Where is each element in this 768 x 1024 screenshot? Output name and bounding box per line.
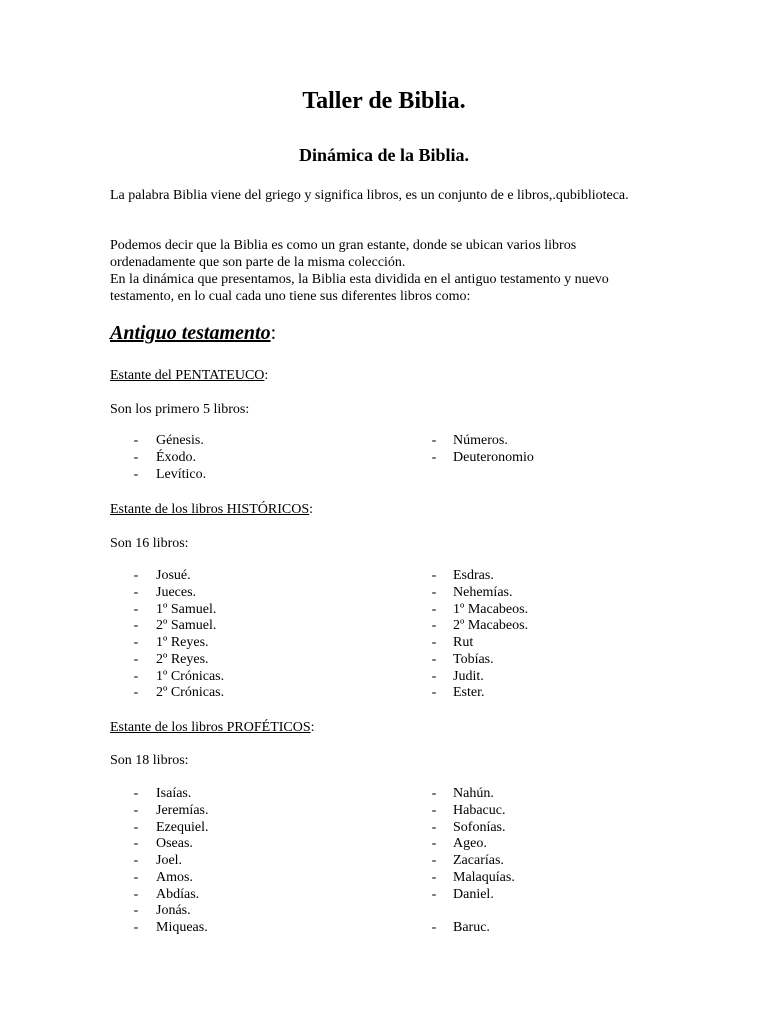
book-list-item: [0, 585, 768, 602]
profeticos-label-colon: :: [310, 720, 315, 735]
book-list-item: [0, 803, 768, 820]
book-name: Malaquías.: [453, 869, 515, 885]
book-list-item: [0, 853, 768, 870]
book-list-item: [0, 433, 768, 450]
bullet-dash: -: [431, 886, 437, 902]
book-list-item: [0, 887, 768, 904]
book-name: 2º Reyes.: [156, 651, 209, 667]
pentateuco-list-right: [0, 433, 768, 467]
bullet-dash: -: [133, 433, 139, 448]
book-name: Jonás.: [156, 903, 191, 919]
bullet-dash: -: [133, 668, 139, 684]
bullet-dash: -: [133, 635, 139, 650]
book-name: 2º Crónicas.: [156, 685, 225, 701]
bullet-dash: -: [133, 685, 139, 701]
bullet-dash: -: [133, 584, 139, 600]
book-name: 1º Reyes.: [156, 635, 209, 650]
bullet-dash: -: [431, 668, 437, 684]
bullet-dash: -: [431, 786, 437, 801]
bullet-dash: -: [133, 819, 139, 835]
book-name: Nahún.: [453, 786, 494, 801]
book-list-item: [0, 450, 768, 467]
bullet-dash: -: [431, 568, 437, 583]
profeticos-list-right: [0, 786, 768, 937]
book-list-item: [0, 820, 768, 837]
bullet-dash: -: [133, 466, 139, 482]
section-heading-colon: :: [270, 322, 277, 344]
document-title: Taller de Biblia.: [302, 88, 466, 114]
book-name: Levítico.: [156, 466, 207, 482]
profeticos-label: [110, 719, 315, 736]
book-list-item: [0, 685, 768, 702]
estante-paragraph: Podemos decir que la Biblia es como un gran estante, donde se ubican varios libros ordenadamente que son parte de la misma colección.: [110, 238, 577, 270]
book-list-item: [0, 635, 768, 652]
pentateuco-intro: Son los primero 5 libros:: [110, 402, 250, 417]
book-name: 2º Macabeos.: [453, 618, 529, 634]
book-list-item: [0, 836, 768, 853]
historicos-intro: Son 16 libros:: [110, 536, 189, 551]
dinamica-paragraph: En la dinámica que presentamos, la Biblia esta dividida en el antiguo testamento y nuevo testamento, en lo cual cada uno tiene sus diferentes libros como:: [110, 272, 609, 304]
bullet-dash: -: [133, 802, 139, 818]
book-list-item: [0, 652, 768, 669]
book-name: 2º Samuel.: [156, 618, 217, 634]
book-name: Jeremías.: [156, 802, 209, 818]
historicos-label-text: Estante de los libros HISTÓRICOS: [110, 502, 310, 517]
book-name: Ageo.: [453, 836, 487, 852]
book-list-item: [0, 568, 768, 585]
book-name: Ester.: [453, 685, 485, 701]
book-list-item: [0, 786, 768, 803]
book-list-item: [0, 602, 768, 619]
historicos-label-colon: :: [309, 502, 313, 517]
book-name: Números.: [453, 433, 508, 448]
bullet-dash: -: [431, 433, 437, 448]
bullet-dash: -: [431, 920, 437, 935]
document-subtitle: Dinámica de la Biblia.: [298, 145, 469, 165]
book-name: Habacuc.: [453, 802, 506, 818]
profeticos-label-text: Estante de los libros PROFÉTICOS: [110, 720, 311, 735]
bullet-dash: -: [133, 853, 139, 868]
book-name: Ezequiel.: [156, 819, 209, 835]
book-list-item: [0, 920, 768, 937]
bullet-dash: -: [133, 601, 139, 617]
book-name: Rut: [453, 635, 474, 650]
book-name: Baruc.: [453, 920, 490, 935]
book-name: Sofonías.: [453, 819, 506, 835]
book-name: Tobías.: [453, 651, 494, 667]
historicos-label: [110, 501, 313, 518]
book-name: Jueces.: [156, 584, 197, 600]
bullet-dash: -: [431, 618, 437, 634]
bullet-dash: -: [133, 449, 139, 465]
bullet-dash: -: [133, 618, 139, 634]
bullet-dash: -: [431, 635, 437, 650]
book-list-item: [0, 669, 768, 686]
book-list-item: [0, 903, 768, 920]
bullet-dash: -: [431, 853, 437, 868]
book-name: Deuteronomio: [453, 449, 534, 465]
bullet-dash: -: [431, 836, 437, 852]
bullet-dash: -: [133, 786, 139, 801]
pentateuco-label: [110, 367, 268, 384]
book-name: Esdras.: [453, 568, 494, 583]
bullet-dash: -: [133, 886, 139, 902]
book-name: Josué.: [156, 568, 191, 583]
bullet-dash: -: [431, 819, 437, 835]
book-name: Isaías.: [156, 786, 192, 801]
historicos-list-right: [0, 568, 768, 702]
book-name: Daniel.: [453, 886, 494, 902]
bullet-dash: -: [431, 685, 437, 701]
book-list-item: [0, 467, 768, 484]
bullet-dash: -: [431, 651, 437, 667]
book-name: Éxodo.: [156, 449, 197, 465]
book-name: Zacarías.: [453, 853, 504, 868]
bullet-dash: -: [431, 449, 437, 465]
book-name: 1º Crónicas.: [156, 668, 225, 684]
bullet-dash: -: [133, 869, 139, 885]
bullet-dash: -: [431, 869, 437, 885]
book-list-item: [0, 870, 768, 887]
intro-paragraph: La palabra Biblia viene del griego y significa libros, es un conjunto de e libros,.qubiblioteca.: [110, 188, 629, 203]
profeticos-intro: Son 18 libros:: [110, 753, 189, 768]
bullet-dash: -: [133, 920, 139, 935]
book-name: Miqueas.: [156, 920, 208, 935]
bullet-dash: -: [133, 651, 139, 667]
section-heading-text: Antiguo testamento: [110, 322, 271, 344]
book-name: Nehemías.: [453, 584, 513, 600]
bullet-dash: -: [133, 568, 139, 583]
bullet-dash: -: [431, 584, 437, 600]
bullet-dash: -: [431, 601, 437, 617]
book-name: Judit.: [453, 668, 484, 684]
book-name: 1º Samuel.: [156, 601, 217, 617]
book-name: Génesis.: [156, 433, 204, 448]
section-heading-antiguo-testamento: [110, 320, 276, 346]
book-name: Oseas.: [156, 836, 193, 852]
book-name: Abdías.: [156, 886, 200, 902]
book-name: Amos.: [156, 869, 193, 885]
pentateuco-label-text: Estante del PENTATEUCO: [110, 368, 265, 383]
bullet-dash: -: [431, 802, 437, 818]
pentateuco-label-colon: :: [264, 368, 269, 383]
book-list-item: [0, 618, 768, 635]
bullet-dash: -: [133, 836, 139, 852]
bullet-dash: -: [133, 903, 139, 919]
book-name: Joel.: [156, 853, 183, 868]
book-name: 1º Macabeos.: [453, 601, 529, 617]
